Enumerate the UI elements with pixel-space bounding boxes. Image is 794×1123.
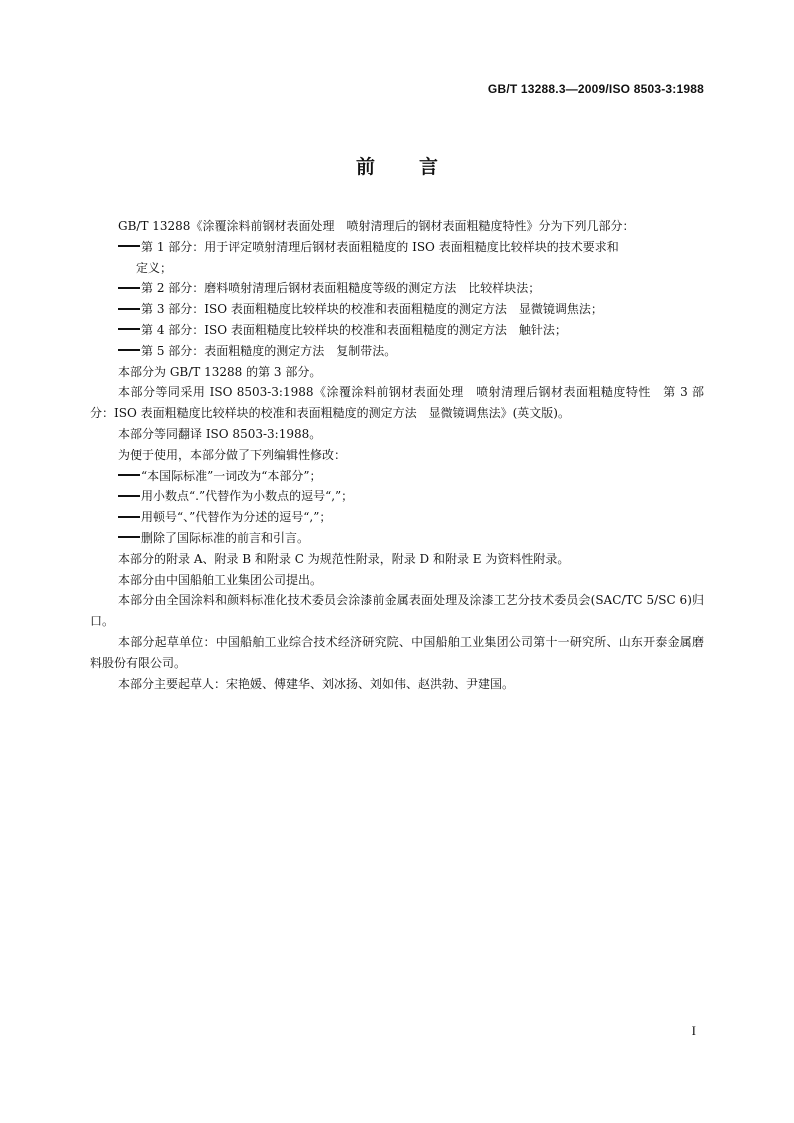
part-list-item bbox=[90, 237, 704, 279]
dash-mark bbox=[118, 245, 140, 247]
part-list-item bbox=[90, 341, 704, 362]
title-char-2: 言 bbox=[419, 156, 439, 178]
part-2-text: 第 2 部分：磨料喷射清理后钢材表面粗糙度等级的测定方法 比较样块法； bbox=[141, 281, 541, 296]
part-3-text: 第 3 部分：ISO 表面粗糙度比较样块的校准和表面粗糙度的测定方法 显微镜调焦法； bbox=[141, 302, 603, 317]
edit-list-item bbox=[90, 528, 704, 549]
proposed-paragraph: 本部分由中国船舶工业集团公司提出。 bbox=[118, 572, 323, 587]
dash-mark bbox=[118, 349, 140, 351]
dash-mark bbox=[118, 308, 140, 310]
edit-intro-paragraph: 为便于使用，本部分做了下列编辑性修改： bbox=[118, 447, 347, 462]
dash-mark bbox=[118, 516, 140, 518]
edit-4-text: 删除了国际标准的前言和引言。 bbox=[141, 530, 310, 545]
edit-list-item bbox=[90, 486, 704, 507]
part-1-line2: 定义； bbox=[136, 260, 173, 275]
intro-paragraph: GB/T 13288《涂覆涂料前钢材表面处理 喷射清理后的钢材表面粗糙度特性》分为下列几部分： bbox=[118, 219, 635, 233]
part-list-item bbox=[90, 320, 704, 341]
edit-list-item bbox=[90, 507, 704, 528]
dash-mark bbox=[118, 474, 140, 476]
annex-paragraph: 本部分的附录 A、附录 B 和附录 C 为规范性附录，附录 D 和附录 E 为资料性附录。 bbox=[118, 551, 570, 566]
standard-code: GB/T 13288.3—2009/ISO 8503-3:1988 bbox=[487, 82, 704, 96]
translation-paragraph: 本部分等同翻译 ISO 8503-3:1988。 bbox=[118, 426, 322, 441]
part3-paragraph: 本部分为 GB/T 13288 的第 3 部分。 bbox=[118, 364, 322, 379]
edit-2-text: 用小数点“.”代替作为小数点的逗号“,”； bbox=[141, 489, 354, 504]
part-1-line1: 第 1 部分：用于评定喷射清理后钢材表面粗糙度的 ISO 表面粗糙度比较样块的技术要求和 bbox=[141, 239, 619, 254]
foreword-body bbox=[90, 216, 704, 694]
drafting-units-paragraph: 本部分起草单位：中国船舶工业综合技术经济研究院、中国船舶工业集团公司第十一研究所、山东开泰金属磨料股份有限公司。 bbox=[90, 634, 704, 670]
page-number: I bbox=[691, 1023, 696, 1038]
committee-paragraph: 本部分由全国涂料和颜料标准化技术委员会涂漆前金属表面处理及涂漆工艺分技术委员会(SAC/TC 5/SC 6)归口。 bbox=[90, 593, 704, 629]
dash-mark bbox=[118, 328, 140, 330]
edit-3-text: 用顿号“、”代替作为分述的逗号“,”； bbox=[141, 510, 332, 525]
part-4-text: 第 4 部分：ISO 表面粗糙度比较样块的校准和表面粗糙度的测定方法 触针法； bbox=[141, 322, 567, 337]
dash-mark bbox=[118, 495, 140, 497]
dash-mark bbox=[118, 287, 140, 289]
title-char-1: 前 bbox=[355, 156, 375, 178]
equivalence-paragraph: 本部分等同采用 ISO 8503-3:1988《涂覆涂料前钢材表面处理 喷射清理后钢材表面粗糙度特性 第 3 部分：ISO 表面粗糙度比较样块的校准和表面粗糙度的测定方法 显微镜调焦法》(英文版)。 bbox=[90, 385, 704, 421]
edit-list-item bbox=[90, 466, 704, 487]
part-5-text: 第 5 部分：表面粗糙度的测定方法 复制带法。 bbox=[141, 343, 397, 358]
edit-1-text: “本国际标准”一词改为“本部分”； bbox=[141, 468, 322, 483]
drafters-paragraph: 本部分主要起草人：宋艳媛、傅建华、刘冰扬、刘如伟、赵洪勃、尹建国。 bbox=[118, 676, 515, 691]
page-title bbox=[0, 152, 794, 179]
dash-mark bbox=[118, 536, 140, 538]
part-list-item bbox=[90, 299, 704, 320]
part-list-item bbox=[90, 278, 704, 299]
